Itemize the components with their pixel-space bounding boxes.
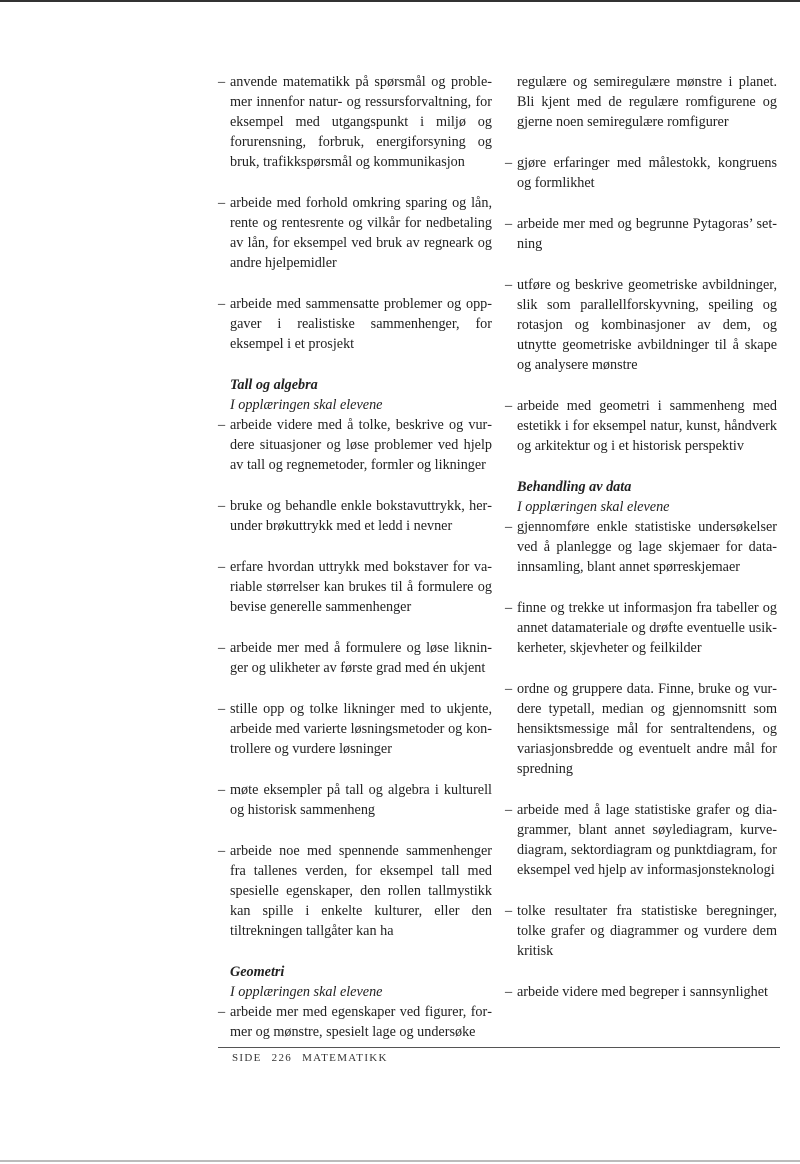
footer-side-label: SIDE: [232, 1052, 262, 1064]
list-item: – bruke og behandle enkle bokstavuttrykk, herunder brøkuttrykk med et ledd i nevner: [218, 496, 492, 536]
list-item: – anvende matematikk på spørsmål og problemer innenfor natur- og ressursforvaltning, for eksempel med utgangspunkt i miljø og forurensning, forbruk, energiforsyning og bruk, trafikkspørsmål og kommunikasjon: [218, 72, 492, 172]
list-item: – arbeide noe med spennende sammenhenger fra tallenes verden, for eksempel tall med spesielle egenskaper, den rollen tallmystikk kan spille i enkelte kulturer, eller den tiltrekningen tallgåter kan ha: [218, 841, 492, 941]
top-rule: [0, 0, 800, 2]
list-item: – arbeide med geometri i sammenheng med estetikk i for eksempel natur, kunst, håndverk og arkitektur og i et historisk perspektiv: [505, 396, 777, 456]
list-item-continuation: regulære og semiregulære mønstre i planet. Bli kjent med de regulære romfigurene og gjerne noen semiregulære romfigurer: [517, 74, 777, 130]
section-subheading: I opplæringen skal elevene: [230, 397, 383, 413]
list-item: – stille opp og tolke likninger med to ukjente, arbeide med varierte løsningsmetoder og kontrollere og vurdere løsninger: [218, 699, 492, 759]
left-column: [218, 72, 492, 1042]
list-item: – arbeide mer med å formulere og løse likninger og ulikheter av første grad med én ukjent: [218, 638, 492, 678]
bottom-rule: [0, 1160, 800, 1162]
list-item: – arbeide med å lage statistiske grafer og diagrammer, blant annet søylediagram, kurvediagram, sektordiagram og punktdiagram, for eksempel ved hjelp av informasjonsteknologi: [505, 800, 777, 880]
list-item: – arbeide med forhold omkring sparing og lån, rente og rentesrente og vilkår for nedbetaling av lån, for eksempel ved bruk av regneark og andre hjelpemidler: [218, 193, 492, 273]
list-item: – finne og trekke ut informasjon fra tabeller og annet datamateriale og drøfte eventuelle usikkerheter, skjevheter og feilkilder: [505, 598, 777, 658]
list-item: – tolke resultater fra statistiske beregninger, tolke grafer og diagrammer og vurdere dem kritisk: [505, 901, 777, 961]
section-heading-geometri: Geometri: [230, 964, 285, 980]
list-item: – gjøre erfaringer med målestokk, kongruens og formlikhet: [505, 153, 777, 193]
list-item: – arbeide videre med begreper i sannsynlighet: [505, 982, 777, 1002]
section-subheading: I opplæringen skal elevene: [517, 499, 670, 515]
section-heading-data: Behandling av data: [517, 479, 632, 495]
footer-subject: MATEMATIKK: [302, 1052, 388, 1064]
right-column: [505, 72, 777, 1002]
list-item: – arbeide mer med og begrunne Pytagoras’ setning: [505, 214, 777, 254]
list-item: – møte eksempler på tall og algebra i kulturell og historisk sammenheng: [218, 780, 492, 820]
list-item: – arbeide videre med å tolke, beskrive og vurdere situasjoner og løse problemer ved hjelp av tall og regnemetoder, formler og likninger: [218, 415, 492, 475]
section-heading-tall: Tall og algebra: [230, 377, 318, 393]
list-item: – gjennomføre enkle statistiske undersøkelser ved å planlegge og lage skjemaer for datainnsamling, blant annet spørreskjemaer: [505, 517, 777, 577]
list-item: – arbeide mer med egenskaper ved figurer, former og mønstre, spesielt lage og undersøke: [218, 1002, 492, 1042]
footer-rule: [218, 1047, 780, 1048]
page-footer: [232, 1052, 398, 1064]
list-item: – ordne og gruppere data. Finne, bruke og vurdere typetall, median og gjennomsnitt som hensiktsmessige mål for sentraltendens, og variasjonsbredde og eventuelt andre mål for spredning: [505, 679, 777, 779]
list-item: – erfare hvordan uttrykk med bokstaver for variable størrelser kan brukes til å formulere og bevise generelle sammenhenger: [218, 557, 492, 617]
list-item: – utføre og beskrive geometriske avbildninger, slik som parallellforskyvning, speiling og rotasjon og kombinasjoner av dem, og utnytte geometriske avbildninger til å skape og analysere mønstre: [505, 275, 777, 375]
section-subheading: I opplæringen skal elevene: [230, 984, 383, 1000]
page-number: 226: [271, 1052, 293, 1064]
list-item: – arbeide med sammensatte problemer og oppgaver i realistiske sammenhenger, for eksempel i et prosjekt: [218, 294, 492, 354]
